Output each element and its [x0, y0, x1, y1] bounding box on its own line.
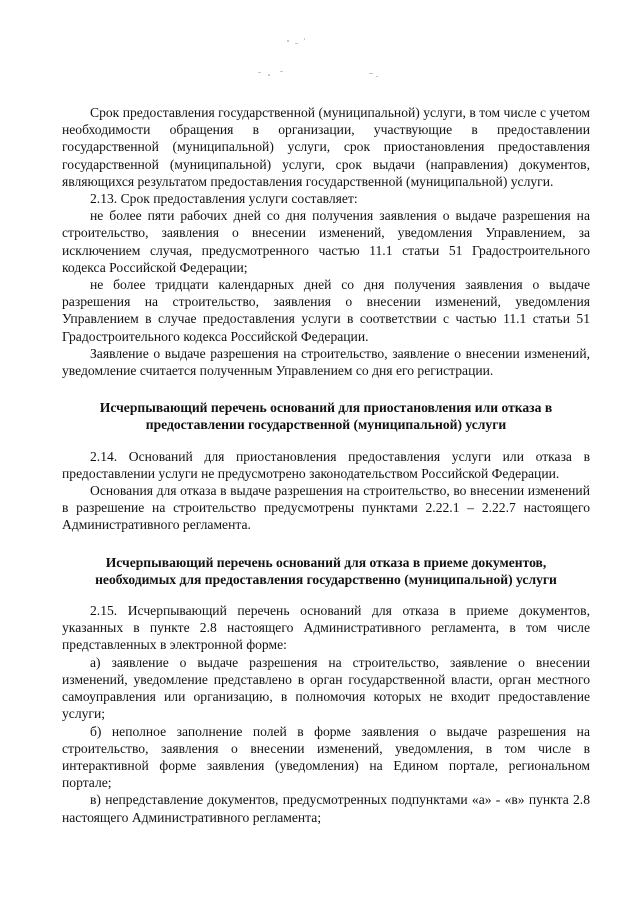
- section-heading-document-rejection: [62, 554, 590, 588]
- document-body: [62, 104, 590, 826]
- heading-line: необходимых для предоставления государственно (муниципальной) услуги: [95, 571, 557, 587]
- list-item-b: б) неполное заполнение полей в форме заявления о выдаче разрешения на строительство, заявления о внесении изменений, уведомления, в том числе в интерактивной форме заявления (уведомления) на Едином портале, региональном портале;: [62, 723, 590, 791]
- heading-line: Исчерпывающий перечень оснований для отказа в приеме документов,: [105, 554, 547, 570]
- heading-line: Исчерпывающий перечень оснований для приостановления или отказа в: [99, 400, 553, 416]
- paragraph-thirty-days: не более тридцати календарных дней со дня получения заявления о выдаче разрешения на строительство, заявления о внесении изменений, уведомления Управлением в случае предоставления услуги в соответствии с частью 11.1 статьи 51 Градостроительного кодекса Российской Федерации.: [62, 277, 590, 344]
- paragraph-2-15: 2.15. Исчерпывающий перечень оснований для отказа в приеме документов, указанных в пункте 2.8 настоящего Административного регламента, в том числе представленных в электронной форме:: [62, 603, 590, 653]
- paragraph-2-13: 2.13. Срок предоставления услуги составляет:: [90, 191, 358, 207]
- paragraph-registration: Заявление о выдаче разрешения на строительство, заявление о внесении изменений, уведомление считается полученным Управлением со дня его регистрации.: [62, 345, 590, 379]
- paragraph-service-term-intro: Срок предоставления государственной (муниципальной) услуги, в том числе с учетом необходимости обращения в организации, участвующие в предоставлении государственной (муниципальной) услуги, срок приостановления предоставления государственной (муниципальной) услуги, срок выдачи (направления) документов, являющихся результатом предоставления государственной (муниципальной) услуги.: [62, 105, 590, 189]
- heading-line: предоставлении государственной (муниципальной) услуги: [145, 417, 507, 433]
- paragraph-five-days: не более пяти рабочих дней со дня получения заявления о выдаче разрешения на строительство, заявления о внесении изменений, уведомления Управлением, за исключением случая, предусмотренного частью 11.1 статьи 51 Градостроительного кодекса Российской Федерации;: [62, 208, 590, 275]
- section-heading-suspension-refusal: [62, 399, 590, 433]
- paragraph-2-14: 2.14. Оснований для приостановления предоставления услуги или отказа в предоставлении услуги не предусмотрено законодательством Российской Федерации.: [62, 448, 590, 481]
- list-item-c: в) непредставление документов, предусмотренных подпунктами «а» - «в» пункта 2.8 настоящего Административного регламента;: [62, 792, 590, 825]
- paragraph-refusal-grounds: Основания для отказа в выдаче разрешения на строительство, во внесении изменений в разрешение на строительство предусмотрены пунктами 2.22.1 – 2.22.7 настоящего Административного регламента.: [62, 483, 590, 533]
- list-item-a: а) заявление о выдаче разрешения на строительство, заявление о внесении изменений, уведомление представлено в орган государственной власти, орган местного самоуправления или организацию, в полномочия которых не входит предоставление услуги;: [62, 654, 590, 722]
